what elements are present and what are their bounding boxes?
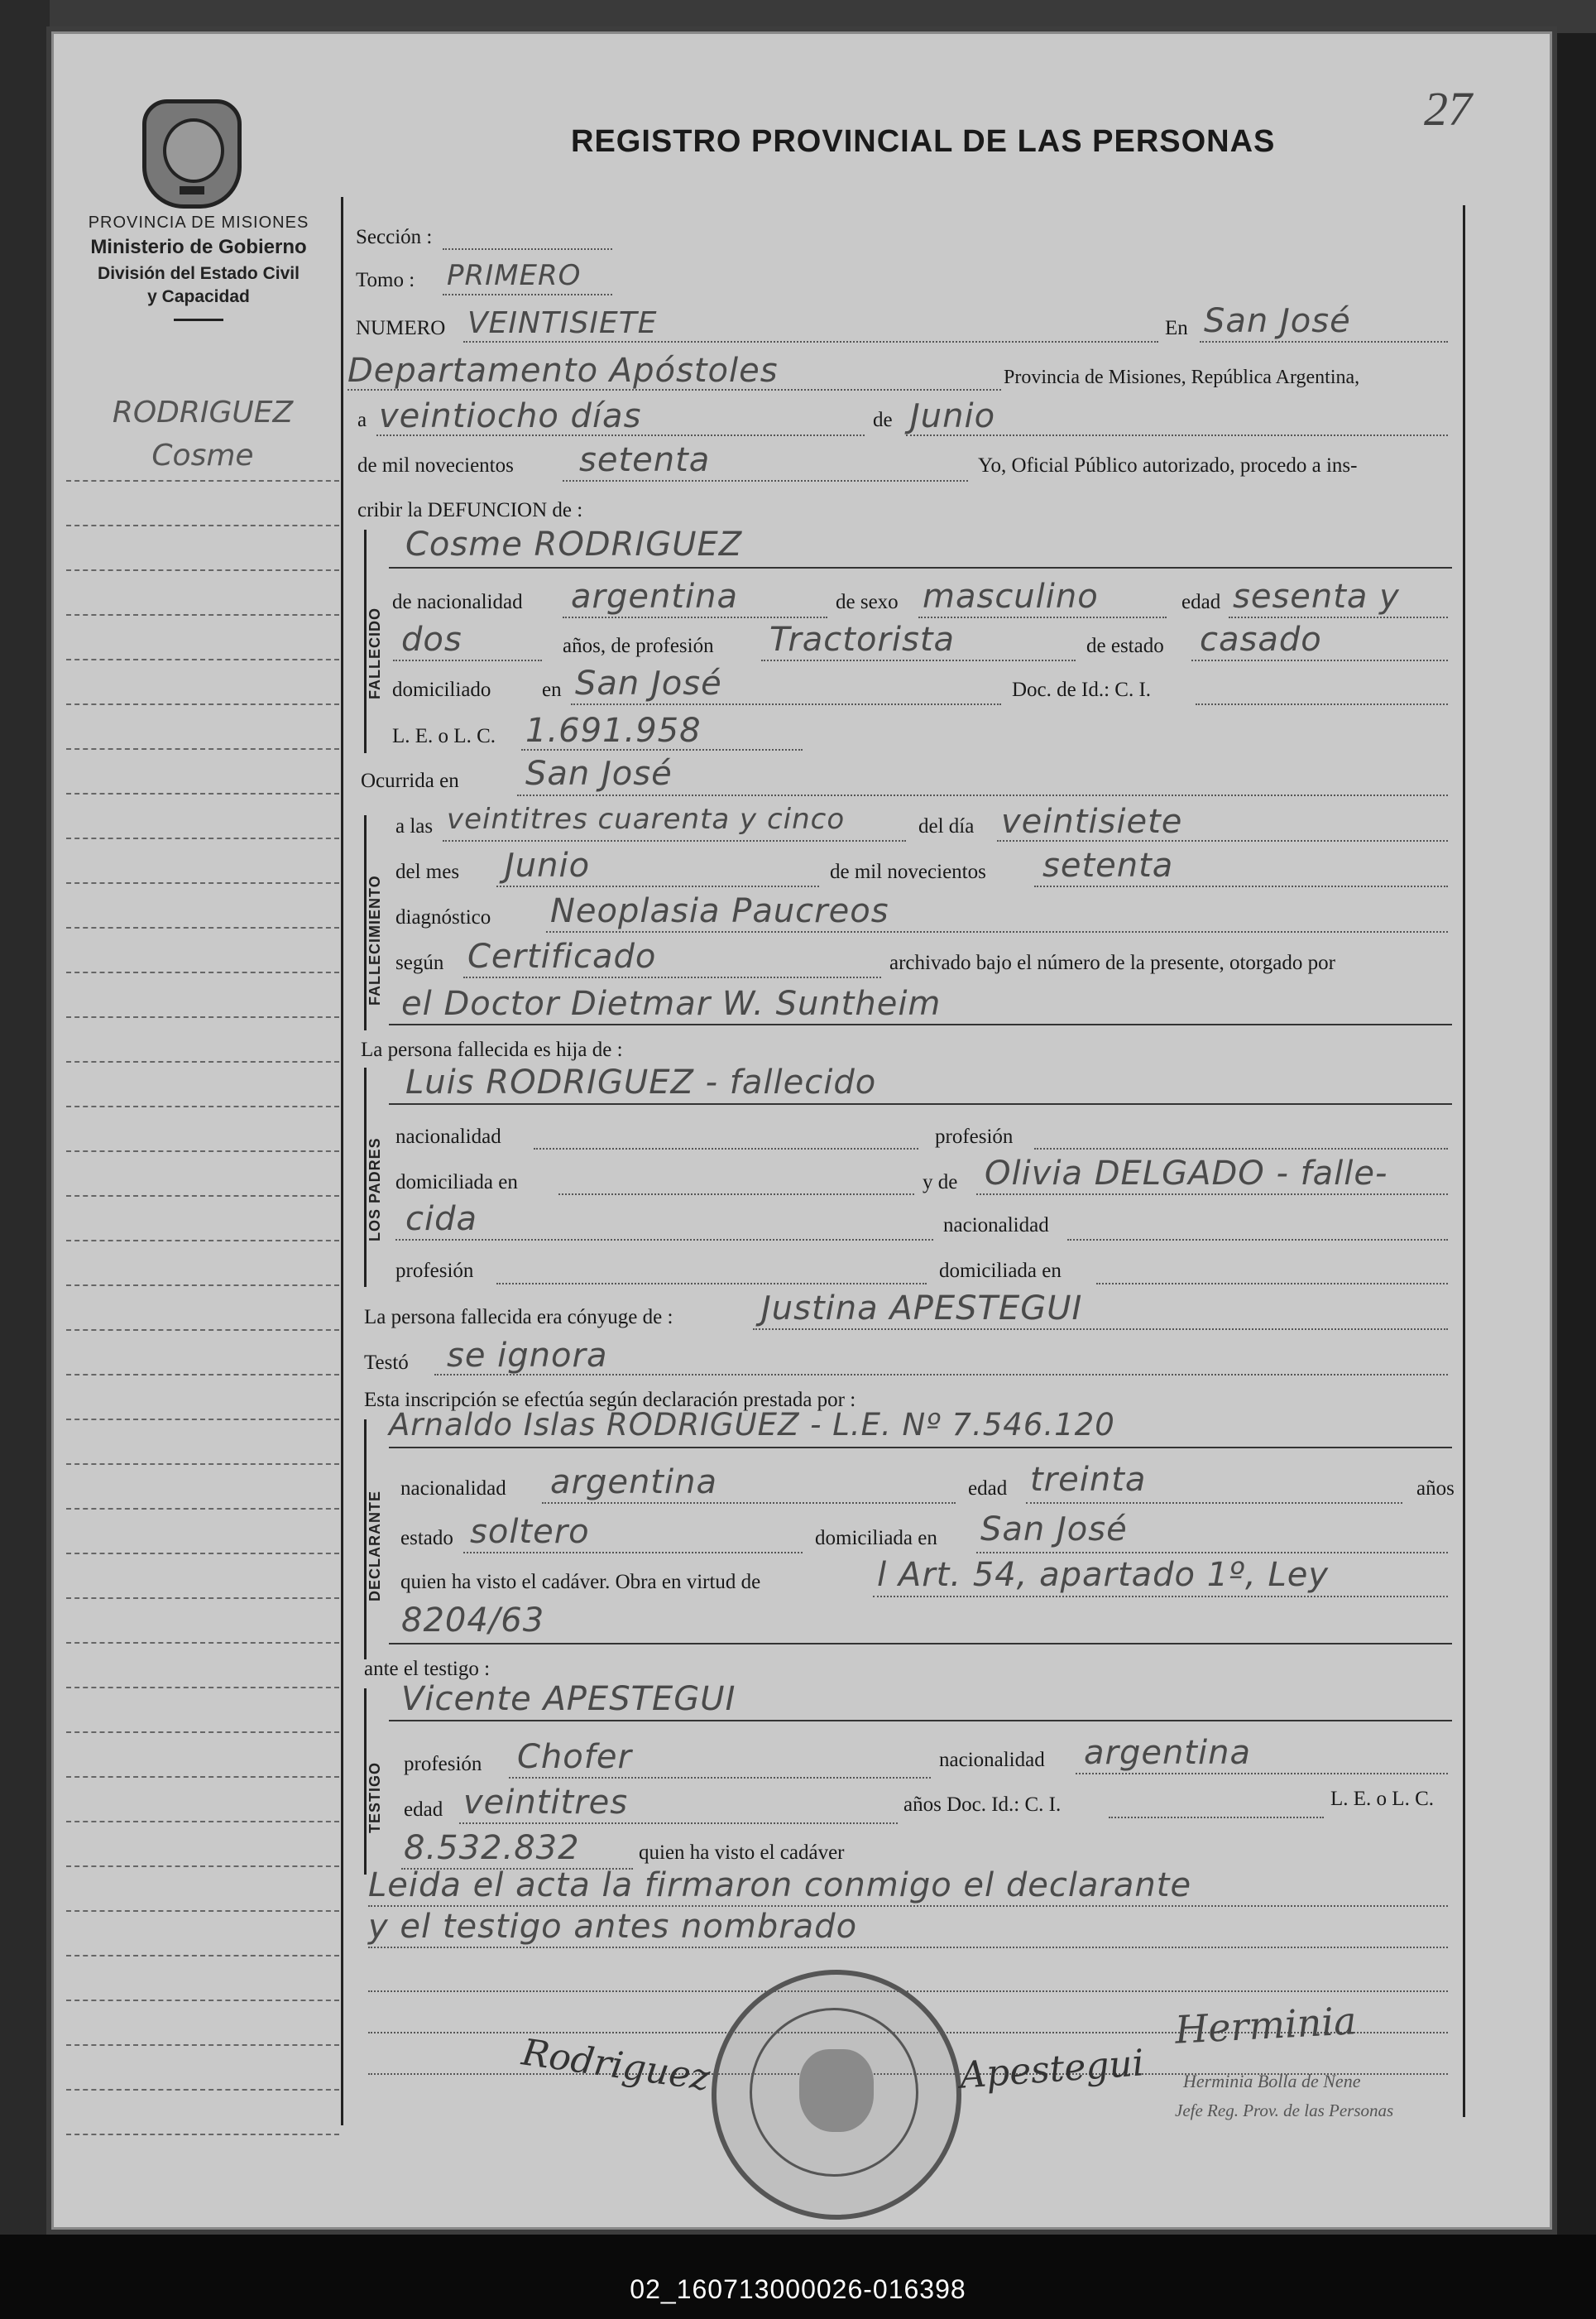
value-en: San José <box>1204 302 1351 340</box>
margin-ruled-line <box>66 1284 339 1286</box>
nacionalidad-line <box>563 617 827 618</box>
value-tomo: PRIMERO <box>447 259 582 292</box>
label-domiciliada: domiciliada en <box>395 1171 518 1193</box>
value-testigo: Vicente APESTEGUI <box>401 1680 736 1718</box>
value-nacionalidad: argentina <box>571 578 738 616</box>
value-medico: el Doctor Dietmar W. Suntheim <box>401 985 942 1023</box>
label-del-mes: del mes <box>395 861 460 883</box>
obra2-line <box>389 1643 1452 1644</box>
margin-ruled-line <box>66 838 339 839</box>
value-anio: setenta <box>579 441 711 479</box>
side-label-fallecimiento: FALLECIMIENTO <box>367 875 383 1006</box>
value-mes-fallec: Junio <box>505 847 591 885</box>
label-cribir: cribir la DEFUNCION de : <box>357 499 583 521</box>
margin-ruled-line <box>66 2000 339 2001</box>
signature-testigo: Apestegui <box>958 2042 1146 2097</box>
value-diagnostico: Neoplasia Paucreos <box>550 892 889 930</box>
label-anos-profesion: años, de profesión <box>563 635 714 657</box>
value-dia: veintisiete <box>1001 803 1183 841</box>
value-domicilio: San José <box>575 665 722 703</box>
margin-ruled-line <box>66 1731 339 1733</box>
label-de-mil-2: de mil novecientos <box>830 861 986 883</box>
nac-madre-line <box>1067 1239 1448 1241</box>
margin-ruled-line <box>66 569 339 571</box>
label-doc-id: Doc. de Id.: C. I. <box>1012 679 1152 701</box>
margin-ruled-line <box>66 1419 339 1420</box>
margin-ruled-line <box>66 1150 339 1152</box>
margin-ruled-line <box>66 1240 339 1241</box>
sexo-line <box>918 617 1167 618</box>
testigo-line <box>389 1720 1452 1721</box>
page-title: REGISTRO PROVINCIAL DE LAS PERSONAS <box>571 124 1276 159</box>
segun-line <box>463 977 881 978</box>
label-test-le-lc: L. E. o L. C. <box>1330 1788 1434 1810</box>
label-oficial: Yo, Oficial Público autorizado, procedo a ins- <box>978 454 1358 477</box>
declarante-line <box>389 1447 1452 1448</box>
label-profesion-padre: profesión <box>935 1126 1014 1148</box>
background-top <box>0 0 1596 33</box>
label-decl-estado: estado <box>400 1527 453 1549</box>
value-madre-2: cida <box>405 1200 478 1238</box>
test-edad-line <box>459 1822 898 1824</box>
margin-ruled-line <box>66 1776 339 1778</box>
prof-madre-line <box>496 1283 927 1284</box>
label-de: de <box>873 409 893 431</box>
division-line1: División del Estado Civil <box>98 264 300 283</box>
value-numero: VEINTISIETE <box>467 306 658 340</box>
value-obra-1: l Art. 54, apartado 1º, Ley <box>877 1556 1330 1594</box>
margin-ruled-line <box>66 1910 339 1912</box>
value-leida-2: y el testigo antes nombrado <box>368 1908 858 1946</box>
margin-ruled-line <box>66 480 339 482</box>
division-line2: y Capacidad <box>147 287 250 306</box>
margin-ruled-line <box>66 1821 339 1822</box>
margin-ruled-line <box>66 1195 339 1197</box>
margin-ruled-line <box>66 1508 339 1510</box>
margin-ruled-line <box>66 1329 339 1331</box>
signature-oficial-title: Jefe Reg. Prov. de las Personas <box>1175 2101 1394 2120</box>
medico-line <box>389 1024 1452 1025</box>
value-estado: casado <box>1200 621 1322 659</box>
label-a: a <box>357 409 367 431</box>
value-nombre: Cosme RODRIGUEZ <box>405 526 743 564</box>
province-name: PROVINCIA DE MISIONES <box>88 214 309 232</box>
doc-id-line <box>1196 703 1448 705</box>
footer-filename: 02_160713000026-016398 <box>630 2274 966 2304</box>
background-left <box>0 0 50 2235</box>
label-testo: Testó <box>364 1352 409 1374</box>
value-hora: veintitres cuarenta y cinco <box>447 803 846 836</box>
label-le-lc: L. E. o L. C. <box>392 725 496 747</box>
label-sexo: de sexo <box>836 591 899 613</box>
value-decl-estado: soltero <box>470 1513 590 1551</box>
margin-given-name: Cosme <box>151 439 254 473</box>
label-profesion-madre: profesión <box>395 1260 474 1282</box>
value-mes: Junio <box>910 397 996 435</box>
domiciliada2-line <box>1096 1283 1448 1284</box>
label-en: En <box>1165 317 1188 339</box>
value-test-edad: veintitres <box>463 1784 629 1822</box>
margin-ruled-line <box>66 972 339 973</box>
value-leida-1: Leida el acta la firmaron conmigo el declarante <box>368 1866 1192 1904</box>
right-border <box>1463 205 1465 2117</box>
label-ocurrida: Ocurrida en <box>361 770 459 792</box>
side-label-testigo: TESTIGO <box>367 1761 383 1833</box>
value-le-lc: 1.691.958 <box>525 712 702 750</box>
provincial-crest-icon <box>142 99 242 209</box>
label-test-quien: quien ha visto el cadáver <box>639 1841 845 1864</box>
value-madre-1: Olivia DELGADO - falle- <box>985 1155 1388 1193</box>
ocurrida-line <box>517 795 1448 796</box>
label-inscripcion: Esta inscripción se efectúa según declaración prestada por : <box>364 1389 856 1411</box>
label-decl-domiciliada: domiciliada en <box>815 1527 937 1549</box>
prof-padre-line <box>1034 1148 1448 1150</box>
margin-ruled-line <box>66 927 339 929</box>
obra-line <box>873 1596 1448 1597</box>
edad-line <box>1229 617 1448 618</box>
margin-ruled-line <box>66 525 339 526</box>
value-declarante: Arnaldo Islas RODRIGUEZ - L.E. Nº 7.546.120 <box>389 1407 1115 1443</box>
edad2-line <box>393 660 542 661</box>
departamento-line <box>347 389 1001 391</box>
label-test-anos-doc: años Doc. Id.: C. I. <box>903 1793 1062 1816</box>
label-provincia: Provincia de Misiones, República Argentina, <box>1004 367 1360 388</box>
label-edad: edad <box>1181 591 1221 613</box>
main-divider <box>341 197 343 2125</box>
anio-fallec-line <box>1034 886 1448 887</box>
decl-edad-line <box>1026 1502 1402 1504</box>
signature-declarante: Rodriguez <box>519 2031 713 2100</box>
label-decl-edad: edad <box>968 1477 1008 1500</box>
label-test-edad: edad <box>404 1798 443 1821</box>
margin-ruled-line <box>66 1687 339 1688</box>
label-ante-testigo: ante el testigo : <box>364 1658 491 1680</box>
label-test-profesion: profesión <box>404 1753 482 1775</box>
margin-ruled-line <box>66 1865 339 1867</box>
side-label-fallecido: FALLECIDO <box>367 607 383 699</box>
ministry-header <box>58 214 339 321</box>
value-decl-edad: treinta <box>1030 1461 1147 1499</box>
margin-ruled-line <box>66 793 339 795</box>
decl-estado-line <box>463 1552 803 1553</box>
value-segun: Certificado <box>467 938 657 976</box>
tomo-line <box>443 294 612 295</box>
mes-fallec-line <box>496 886 819 887</box>
margin-ruled-line <box>66 748 339 750</box>
margin-ruled-line <box>66 1374 339 1376</box>
margin-ruled-line <box>66 614 339 616</box>
margin-ruled-line <box>66 1061 339 1063</box>
margin-ruled-line <box>66 2134 339 2135</box>
value-dias: veintiocho días <box>379 397 642 435</box>
value-test-doc: 8.532.832 <box>404 1829 580 1867</box>
label-numero: NUMERO <box>356 317 446 339</box>
label-decl-anos: años <box>1416 1477 1455 1500</box>
margin-ruled-line <box>66 659 339 660</box>
value-test-profesion: Chofer <box>517 1738 632 1776</box>
value-padre: Luis RODRIGUEZ - fallecido <box>405 1063 877 1102</box>
hora-line <box>443 840 906 842</box>
conyuge-line <box>753 1328 1448 1330</box>
madre2-line <box>395 1239 933 1241</box>
value-anio-fallec: setenta <box>1042 847 1174 885</box>
label-hija-de: La persona fallecida es hija de : <box>361 1039 623 1061</box>
value-edad-2: dos <box>401 621 463 659</box>
header-rule <box>174 319 223 321</box>
side-label-declarante: DECLARANTE <box>367 1491 383 1601</box>
seccion-line <box>443 248 612 250</box>
test-doc-line <box>1109 1817 1324 1818</box>
official-stamp <box>712 1970 961 2220</box>
label-nacionalidad: de nacionalidad <box>392 591 523 613</box>
dia-line <box>997 840 1448 842</box>
anio-line <box>563 480 968 482</box>
side-label-los-padres: LOS PADRES <box>367 1137 383 1241</box>
label-seccion: Sección : <box>356 226 433 248</box>
margin-ruled-line <box>66 1553 339 1554</box>
madre-line <box>976 1193 1448 1195</box>
label-quien-visto: quien ha visto el cadáver. Obra en virtud de <box>400 1571 761 1593</box>
label-y-de: y de <box>923 1171 958 1193</box>
value-obra-2: 8204/63 <box>401 1601 545 1640</box>
label-estado: de estado <box>1086 635 1164 657</box>
decl-dom-line <box>976 1552 1448 1553</box>
leida1-line <box>368 1905 1448 1907</box>
nac-padre-line <box>534 1148 918 1150</box>
label-conyuge: La persona fallecida era cónyuge de : <box>364 1306 673 1328</box>
testo-line <box>434 1374 1448 1376</box>
signature-oficial-name: Herminia Bolla de Nene <box>1183 2071 1361 2091</box>
mes-line <box>906 435 1448 436</box>
label-test-nacionalidad: nacionalidad <box>939 1749 1045 1771</box>
value-departamento: Departamento Apóstoles <box>347 352 779 390</box>
margin-ruled-line <box>66 1597 339 1599</box>
label-en-dom: en <box>542 679 562 701</box>
margin-ruled-line <box>66 1016 339 1018</box>
margin-ruled-line <box>66 2044 339 2046</box>
value-test-nacionalidad: argentina <box>1084 1734 1251 1772</box>
margin-ruled-line <box>66 703 339 705</box>
margin-ruled-line <box>66 2089 339 2091</box>
label-a-las: a las <box>395 815 434 838</box>
dias-line <box>376 435 865 436</box>
page-number: 27 <box>1424 82 1472 136</box>
value-sexo: masculino <box>923 578 1099 616</box>
domicilio-line <box>571 703 1001 705</box>
label-nacionalidad-madre: nacionalidad <box>943 1214 1049 1236</box>
margin-ruled-line <box>66 1106 339 1107</box>
value-edad-1: sesenta y <box>1233 578 1400 616</box>
value-decl-nacionalidad: argentina <box>550 1463 717 1501</box>
en-line <box>1200 341 1448 343</box>
estado-line <box>1191 660 1448 661</box>
label-diagnostico: diagnóstico <box>395 906 491 929</box>
decl-nac-line <box>542 1502 956 1504</box>
value-testo: se ignora <box>447 1337 608 1375</box>
label-nacionalidad-padre: nacionalidad <box>395 1126 501 1148</box>
ministry-name: Ministerio de Gobierno <box>90 236 307 258</box>
test-prof-line <box>509 1777 931 1779</box>
value-decl-domicilio: San José <box>980 1510 1128 1548</box>
diagnostico-line <box>546 931 1448 933</box>
profesion-line <box>761 660 1076 661</box>
margin-ruled-line <box>66 1463 339 1465</box>
margin-ruled-line <box>66 1642 339 1644</box>
label-domiciliada-2: domiciliada en <box>939 1260 1062 1282</box>
label-domiciliado: domiciliado <box>392 679 491 701</box>
value-conyuge: Justina APESTEGUI <box>761 1289 1083 1328</box>
value-ocurrida: San José <box>525 755 673 793</box>
test-nac-line <box>1076 1773 1448 1774</box>
value-profesion: Tractorista <box>769 621 956 659</box>
le-lc-line <box>521 749 803 751</box>
numero-line <box>463 341 1158 343</box>
label-decl-nacionalidad: nacionalidad <box>400 1477 506 1500</box>
domiciliada-line <box>558 1193 914 1195</box>
stamp-crest-icon <box>799 2049 874 2132</box>
nombre-line <box>389 567 1452 569</box>
label-de-mil: de mil novecientos <box>357 454 514 477</box>
label-del-dia: del día <box>918 815 975 838</box>
label-tomo: Tomo : <box>356 269 415 291</box>
signature-oficial-scribble: Herminia <box>1173 1998 1358 2053</box>
margin-surname: RODRIGUEZ <box>112 396 294 430</box>
margin-ruled-line <box>66 882 339 884</box>
label-segun: según <box>395 952 444 974</box>
padre-line <box>389 1103 1452 1105</box>
label-archivado: archivado bajo el número de la presente, otorgado por <box>889 952 1335 974</box>
margin-ruled-line <box>66 1955 339 1957</box>
leida2-line <box>368 1947 1448 1948</box>
